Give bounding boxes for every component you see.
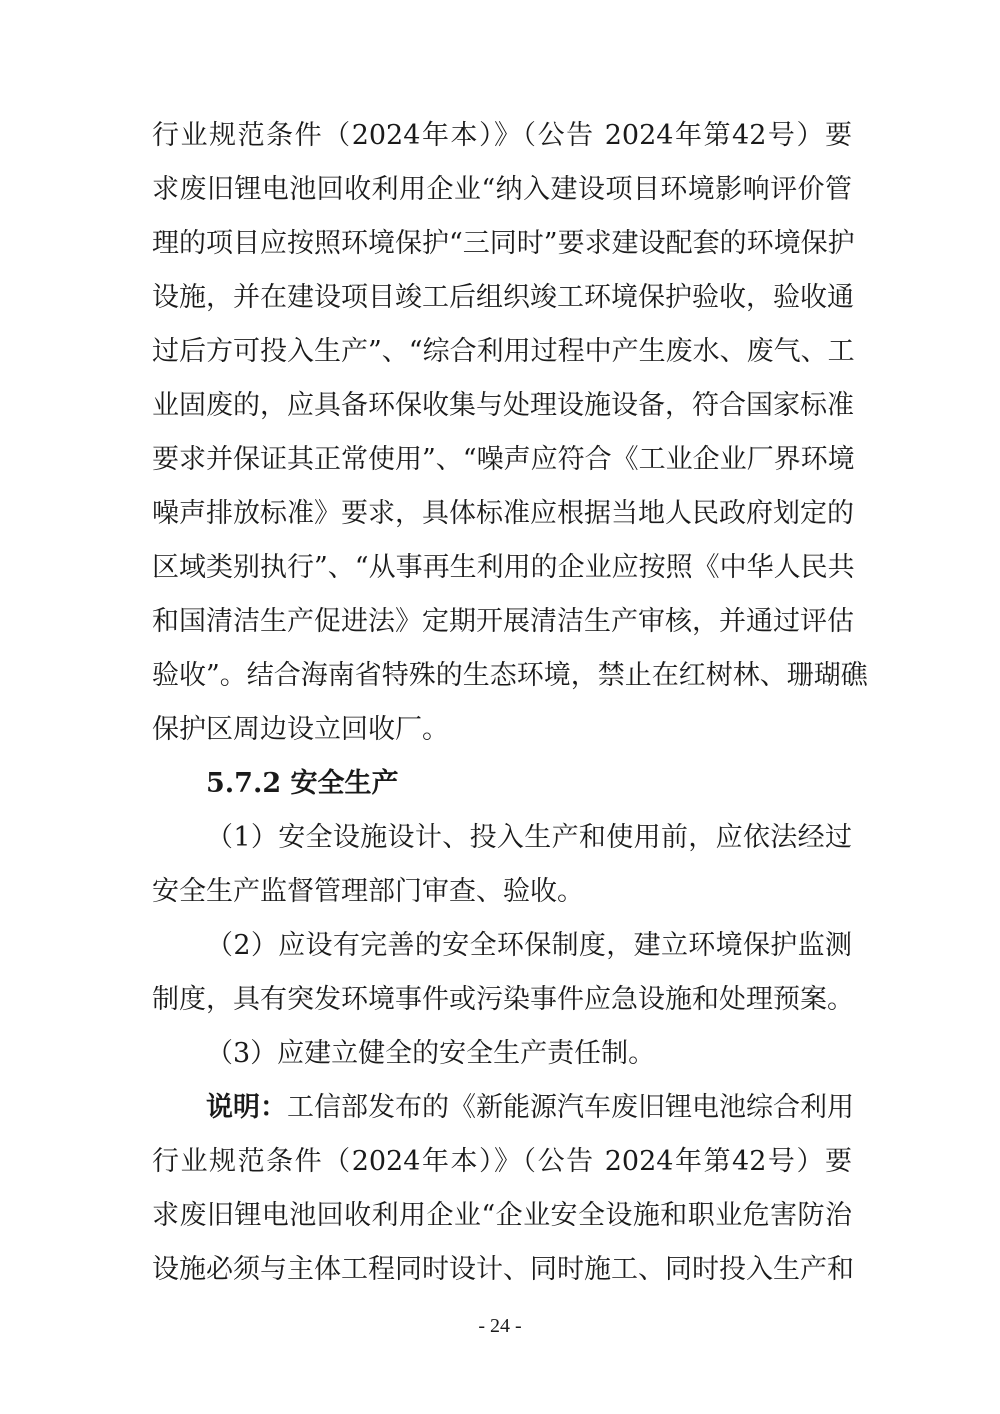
note-line: 行业规范条件（2024年本）》（公告 2024年第42号）要 (152, 1146, 852, 1177)
note-line: 求废旧锂电池回收利用企业“企业安全设施和职业危害防治 (152, 1200, 852, 1231)
list-item-line: （2）应设有完善的安全环保制度，建立环境保护监测 (206, 930, 852, 961)
note-line (206, 1088, 852, 1128)
paragraph-line: 验收”。结合海南省特殊的生态环境，禁止在红树林、珊瑚礁 (152, 660, 868, 691)
list-item-line: 安全生产监督管理部门审查、验收。 (152, 876, 584, 907)
paragraph-line: 过后方可投入生产”、“综合利用过程中产生废水、废气、工 (152, 336, 855, 367)
paragraph-line: 理的项目应按照环境保护“三同时”要求建设配套的环境保护 (152, 228, 855, 259)
list-item-line: （3）应建立健全的安全生产责任制。 (206, 1038, 656, 1069)
paragraph-line: 和国清洁生产促进法》定期开展清洁生产审核，并通过评估 (152, 606, 854, 637)
page-number: - 24 - (478, 1315, 522, 1337)
paragraph-line: 区域类别执行”、“从事再生利用的企业应按照《中华人民共 (152, 552, 855, 583)
paragraph-line: 设施，并在建设项目竣工后组织竣工环境保护验收，验收通 (152, 282, 854, 313)
note-line: 设施必须与主体工程同时设计、同时施工、同时投入生产和 (152, 1254, 854, 1285)
note-text: 工信部发布的《新能源汽车废旧锂电池综合利用 (287, 1092, 854, 1123)
note-label: 说明： (206, 1092, 287, 1123)
paragraph-line: 业固废的，应具备环保收集与处理设施设备，符合国家标准 (152, 390, 854, 421)
paragraph-line: 要求并保证其正常使用”、“噪声应符合《工业企业厂界环境 (152, 444, 855, 475)
list-item-line: 制度，具有突发环境事件或污染事件应急设施和处理预案。 (152, 984, 854, 1015)
paragraph-line: 保护区周边设立回收厂。 (152, 714, 449, 745)
paragraph-line: 行业规范条件（2024年本）》（公告 2024年第42号）要 (152, 120, 852, 151)
section-heading: 5.7.2 安全生产 (206, 768, 399, 799)
paragraph-line: 求废旧锂电池回收利用企业“纳入建设项目环境影响评价管 (152, 174, 852, 205)
paragraph-line: 噪声排放标准》要求，具体标准应根据当地人民政府划定的 (152, 498, 854, 529)
list-item-line: （1）安全设施设计、投入生产和使用前，应依法经过 (206, 822, 852, 853)
